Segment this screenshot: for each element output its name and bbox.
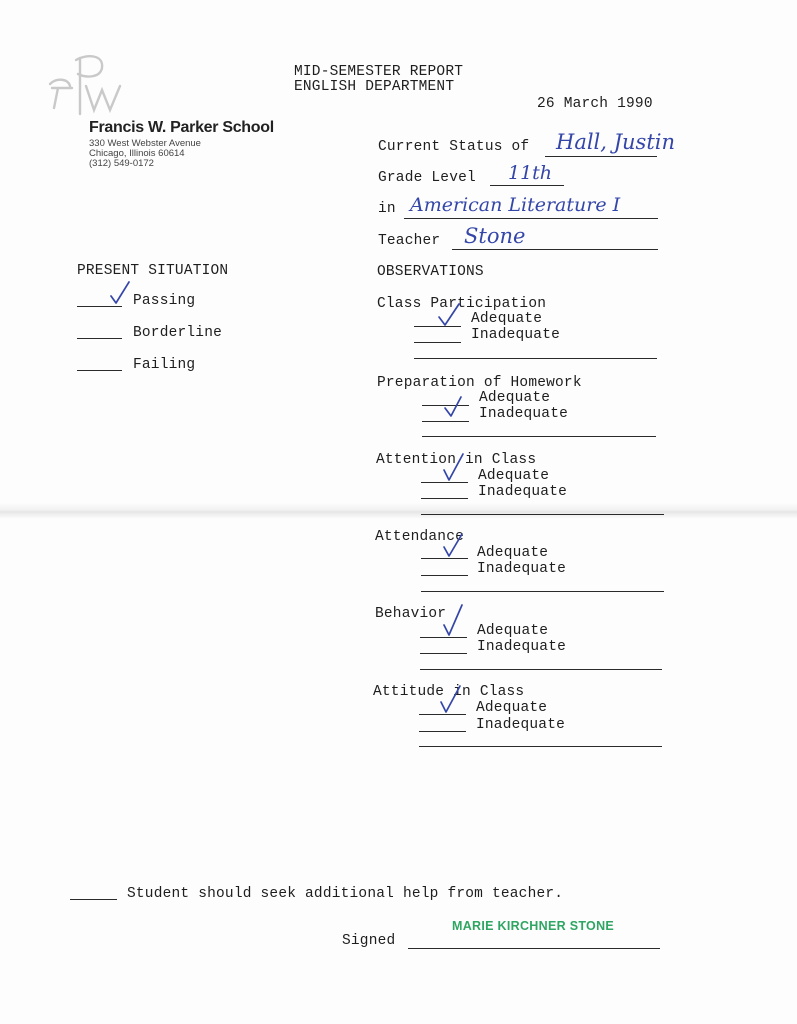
behavior-checkmark-icon — [440, 603, 466, 639]
observations-heading: OBSERVATIONS — [377, 264, 484, 280]
attendance-label: Attendance — [375, 529, 465, 545]
paper-fold — [0, 503, 797, 519]
attention-adequate-label: Adequate — [478, 468, 550, 484]
class-participation-adequate-label: Adequate — [471, 311, 543, 327]
homework-inadequate-blank — [422, 421, 469, 422]
attitude-checkmark-icon — [437, 684, 463, 716]
attitude-inadequate-label: Inadequate — [476, 717, 566, 733]
school-address-line1: 330 West Webster Avenue — [89, 138, 201, 149]
behavior-inadequate-blank — [420, 653, 467, 654]
class-participation-checkmark-icon — [436, 302, 462, 328]
attitude-comment-line — [419, 746, 662, 747]
attitude-adequate-label: Adequate — [476, 700, 548, 716]
passing-checkmark-icon — [108, 279, 132, 307]
borderline-blank — [77, 338, 122, 339]
course-line — [404, 218, 658, 219]
passing-option-label: Passing — [133, 293, 196, 309]
behavior-adequate-label: Adequate — [477, 623, 549, 639]
additional-help-text: Student should seek additional help from teacher. — [127, 886, 564, 902]
grade-level-label: Grade Level — [378, 170, 476, 186]
attendance-adequate-label: Adequate — [477, 545, 549, 561]
class-participation-inadequate-label: Inadequate — [471, 327, 561, 343]
attitude-label: Attitude in Class — [373, 684, 525, 700]
homework-comment-line — [422, 436, 656, 437]
teacher-label: Teacher — [378, 233, 441, 249]
grade-level-line — [490, 185, 564, 186]
additional-help-blank — [70, 899, 117, 900]
school-address-line2: Chicago, Illinois 60614 — [89, 148, 185, 159]
attention-checkmark-icon — [440, 452, 466, 484]
class-participation-comment-line — [414, 358, 657, 359]
class-participation-label: Class Participation — [377, 296, 547, 312]
homework-label: Preparation of Homework — [377, 375, 582, 391]
course-label: in — [378, 201, 396, 217]
school-name: Francis W. Parker School — [89, 119, 274, 136]
borderline-option-label: Borderline — [133, 325, 223, 341]
attendance-inadequate-blank — [421, 575, 468, 576]
attention-inadequate-label: Inadequate — [478, 484, 568, 500]
signature-stamp: MARIE KIRCHNER STONE — [452, 919, 615, 933]
teacher-line — [452, 249, 658, 250]
attention-inadequate-blank — [421, 498, 468, 499]
behavior-comment-line — [420, 669, 662, 670]
signed-label: Signed — [342, 933, 396, 949]
class-participation-inadequate-blank — [414, 342, 461, 343]
attendance-checkmark-icon — [440, 532, 466, 560]
school-logo — [46, 52, 128, 118]
school-phone: (312) 549-0172 — [89, 158, 154, 169]
attention-label: Attention in Class — [376, 452, 537, 468]
attitude-inadequate-blank — [419, 731, 466, 732]
present-situation-heading: PRESENT SITUATION — [77, 263, 229, 279]
report-date: 26 March 1990 — [537, 96, 653, 112]
homework-checkmark-icon — [441, 394, 469, 420]
course-value: American Literature I — [410, 194, 621, 216]
signature-line — [408, 948, 660, 949]
behavior-inadequate-label: Inadequate — [477, 639, 567, 655]
current-status-line — [545, 156, 657, 157]
grade-level-value: 11th — [508, 162, 553, 184]
school-logo-mark — [46, 52, 128, 118]
failing-blank — [77, 370, 122, 371]
department-title: ENGLISH DEPARTMENT — [294, 79, 455, 95]
behavior-label: Behavior — [375, 606, 447, 622]
student-name: Hall, Justin — [556, 130, 676, 154]
attendance-inadequate-label: Inadequate — [477, 561, 567, 577]
report-title: MID-SEMESTER REPORT — [294, 64, 464, 80]
homework-inadequate-label: Inadequate — [479, 406, 569, 422]
teacher-value: Stone — [464, 224, 526, 248]
homework-adequate-label: Adequate — [479, 390, 551, 406]
current-status-label: Current Status of — [378, 139, 530, 155]
attendance-comment-line — [421, 591, 664, 592]
attention-comment-line — [421, 514, 664, 515]
failing-option-label: Failing — [133, 357, 196, 373]
